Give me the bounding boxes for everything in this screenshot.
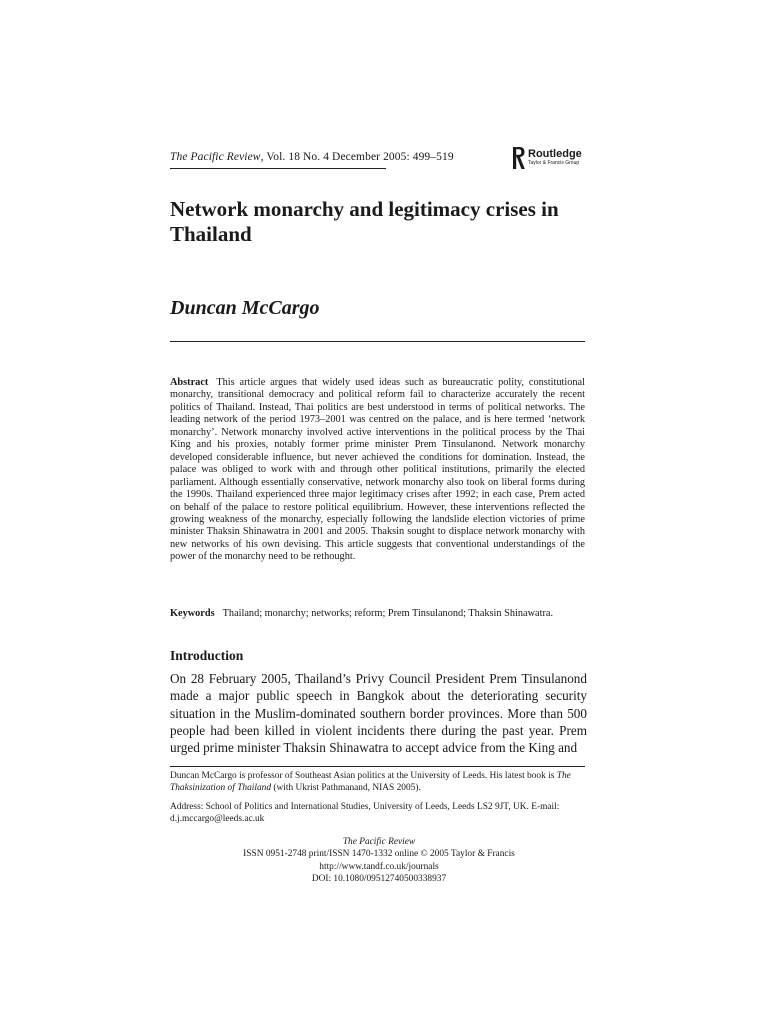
author-note-book-title: The Thaksinization of Thailand <box>170 771 571 793</box>
pubinfo-url: http://www.tandf.co.uk/journals <box>319 861 439 872</box>
abstract-label: Abstract <box>170 377 209 388</box>
section-heading-introduction: Introduction <box>170 648 244 663</box>
author-note <box>170 770 588 794</box>
author-note-text: Duncan McCargo is professor of Southeast Asian politics at the University of Leeds. His latest book is <box>170 771 557 781</box>
introduction-paragraph: On 28 February 2005, Thailand’s Privy Council President Prem Tinsulanond made a major public speech in Bangkok about the deteriorating security situation in the Muslim-dominated southern border provinces. More than 500 people had been killed in violent incidents there during the past year. Prem urged prime minister Thaksin Shinawatra to accept advice from the King and <box>170 671 587 756</box>
footnote-rule <box>170 766 585 767</box>
abstract-text: This article argues that widely used ideas such as bureaucratic polity, constitutional monarchy, transitional democracy and political reform fail to characterize accurately the recent politics of Thailand. Instead, Thai politics are best understood in terms of political networks. The leading network of the period 1973–2001 was centred on the palace, and is here termed ‘network monarchy’. Network monarchy involved active interventions in the political process by the Thai King and his proxies, notably former prime minister Prem Tinsulanond. Network monarchy developed considerable influence, but never achieved the conditions for domination. Instead, the palace was obliged to work with and through other political institutions, primarily the elected parliament. Although essentially conservative, network monarchy also took on liberal forms during the 1990s. Thailand experienced three major legitimacy crises after 1992; in each case, Prem acted on behalf of the palace to restore political equilibrium. However, these interventions reflected the growing weakness of the monarchy, especially following the landslide election victories of prime minister Thaksin Shinawatra in 2001 and 2005. Thaksin sought to displace network monarchy with new networks of his own devising. This article suggests that conventional understandings of the power of the monarchy need to be rethought. <box>170 377 585 563</box>
pubinfo-issn: ISSN 0951-2748 print/ISSN 1470-1332 online © 2005 Taylor & Francis <box>243 849 515 860</box>
publisher-name: Routledge <box>528 148 582 160</box>
journal-name: The Pacific Review <box>170 151 261 163</box>
author-rule <box>170 341 585 342</box>
journal-header <box>170 151 454 163</box>
keywords-text: Thailand; monarchy; networks; reform; Prem Tinsulanond; Thaksin Shinawatra. <box>222 608 554 619</box>
header-rule <box>170 168 386 169</box>
publisher-logo <box>513 147 582 169</box>
keywords <box>170 608 585 620</box>
keywords-label: Keywords <box>170 608 215 619</box>
author-address: Address: School of Politics and International Studies, University of Leeds, Leeds LS2 9JT, UK. E-mail: d.j.mccargo@leeds.ac.uk <box>170 802 560 824</box>
pubinfo-doi: DOI: 10.1080/09512740500338937 <box>311 873 447 884</box>
article-title: Network monarchy and legitimacy crises in Thailand <box>170 197 559 246</box>
article-author: Duncan McCargo <box>170 297 320 319</box>
publisher-subtitle: Taylor & Francis Group <box>528 160 580 166</box>
journal-citation: , Vol. 18 No. 4 December 2005: 499–519 <box>260 151 454 163</box>
routledge-r-icon <box>513 147 525 169</box>
pubinfo-journal: The Pacific Review <box>342 837 416 847</box>
publication-info <box>170 836 588 885</box>
abstract <box>170 377 585 564</box>
author-note-text-end: (with Ukrist Pathmanand, NIAS 2005). <box>271 783 421 793</box>
